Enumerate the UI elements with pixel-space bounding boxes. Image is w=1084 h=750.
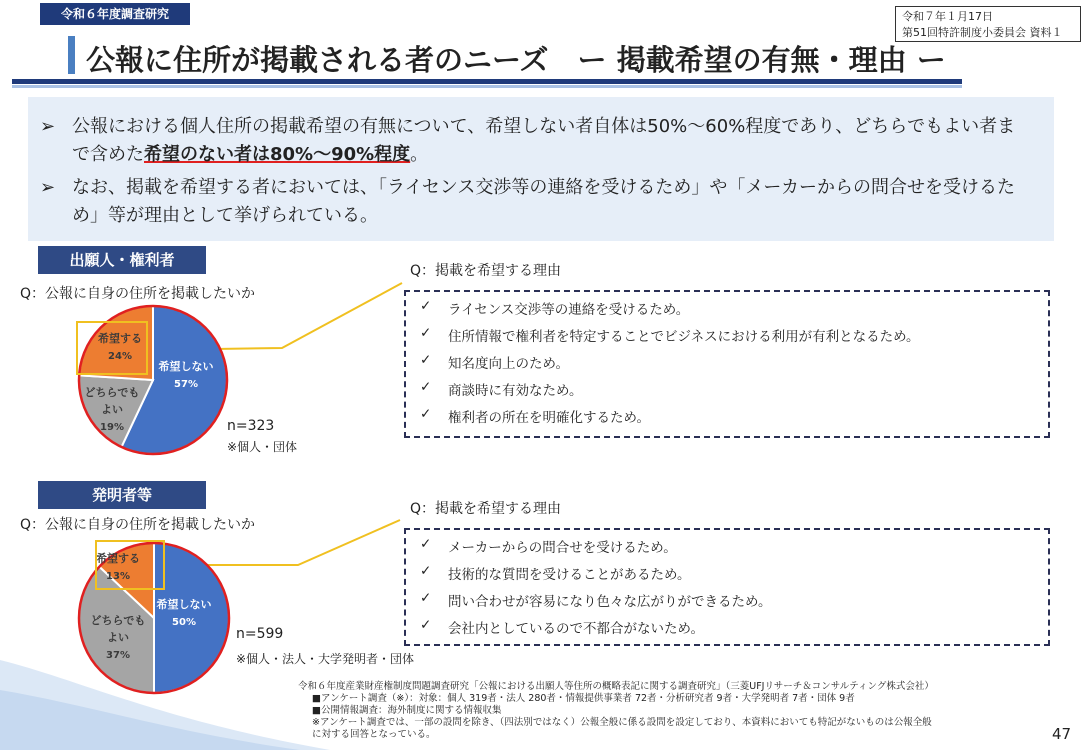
- arrow-bullet-icon: ➢: [40, 177, 56, 198]
- section1-highlight-box: [76, 321, 148, 375]
- reason-text: ライセンス交渉等の連絡を受けるため。: [448, 302, 690, 318]
- highlight-text: 希望のない者は80%〜90%程度: [144, 144, 411, 165]
- page-title: 公報に住所が掲載される者のニーズ ー 掲載希望の有無・理由 ー: [86, 43, 946, 77]
- reason-text: 知名度向上のため。: [448, 356, 569, 372]
- section2-sample-size: n=599: [236, 626, 284, 642]
- summary-text-end: 。: [410, 144, 429, 165]
- pie-slice-label: 57%: [174, 379, 198, 390]
- checkmark-icon: ✓: [420, 617, 432, 633]
- section2-reasons-box: [404, 528, 1050, 646]
- pie-slice-label: 希望しない: [156, 598, 212, 611]
- section1-respondent-note: ※個人・団体: [227, 440, 298, 454]
- reason-text: 問い合わせが容易になり色々な広がりができるため。: [448, 594, 772, 610]
- section2-question: Q：公報に自身の住所を掲載したいか: [20, 517, 256, 533]
- section1-sample-size: n=323: [227, 418, 275, 434]
- checkmark-icon: ✓: [420, 352, 432, 368]
- source-note-line: ■公開情報調査：海外制度に関する情報収集: [312, 705, 502, 716]
- reason-text: 住所情報で権利者を特定することでビジネスにおける利用が有利となるため。: [448, 329, 920, 345]
- source-note-line: ※アンケート調査では、一部の設問を除き、（四法別ではなく）公報全般に係る設問を設定しており、本資料においても特記がないものは公報全般: [312, 717, 932, 728]
- section1-reasons-box: [404, 290, 1050, 438]
- pie-slice-label: よい: [107, 631, 129, 644]
- pie-slice-label: 希望する: [96, 552, 140, 565]
- checkmark-icon: ✓: [420, 536, 432, 552]
- section2-respondent-note: ※個人・法人・大学発明者・団体: [236, 652, 415, 666]
- checkmark-icon: ✓: [420, 298, 432, 314]
- summary-bullet-2-text: なお、掲載を希望する者においては、「ライセンス交渉等の連絡を受けるため」や「メーカーからの問合せを受けるため」等が理由として挙げられている。: [72, 177, 1016, 226]
- meeting-document-id: 第51回特許制度小委員会 資料１: [902, 26, 1063, 39]
- section1-reason-question: Q：掲載を希望する理由: [410, 263, 562, 279]
- page-number: 47: [1052, 725, 1072, 743]
- decorative-wave: [0, 640, 330, 750]
- arrow-bullet-icon: ➢: [40, 116, 56, 137]
- pie-slice-label: 希望する: [98, 332, 142, 345]
- meeting-date: 令和７年１月17日: [902, 10, 993, 23]
- section-label-inventor: 発明者等: [38, 481, 206, 509]
- pie-slice-label: 19%: [100, 422, 124, 433]
- reason-text: 商談時に有効なため。: [448, 383, 583, 399]
- checkmark-icon: ✓: [420, 325, 432, 341]
- checkmark-icon: ✓: [420, 590, 432, 606]
- section2-highlight-box: [95, 540, 165, 590]
- section1-question: Q：公報に自身の住所を掲載したいか: [20, 286, 256, 302]
- source-note-line: に対する回答となっている。: [312, 729, 436, 740]
- pie-slice-label: 13%: [106, 571, 130, 582]
- source-notes: [298, 681, 934, 741]
- section2-reason-question: Q：掲載を希望する理由: [410, 501, 562, 517]
- reason-text: メーカーからの問合せを受けるため。: [448, 540, 677, 556]
- pie-slice-label: 37%: [106, 650, 130, 661]
- checkmark-icon: ✓: [420, 406, 432, 422]
- pie-slice-label: どちらでも: [84, 386, 140, 399]
- reason-text: 技術的な質問を受けることがあるため。: [448, 567, 691, 583]
- pie-slice-label: よい: [101, 403, 123, 416]
- source-note-line: 令和６年度産業財産権制度問題調査研究「公報における出願人等住所の概略表記に関する調査研究」（三菱UFJリサーチ＆コンサルティング株式会社）: [298, 681, 934, 692]
- reason-text: 権利者の所在を明確化するため。: [448, 410, 650, 426]
- pie-slice-label: 24%: [108, 351, 132, 362]
- pie-slice-label: 50%: [172, 617, 196, 628]
- checkmark-icon: ✓: [420, 563, 432, 579]
- reason-text: 会社内としているので不都合がないため。: [448, 621, 704, 637]
- checkmark-icon: ✓: [420, 379, 432, 395]
- source-note-line: ■アンケート調査（※）：対象：個人 319者・法人 280者・情報提供事業者 72者・分析研究者 9者・大学発明者 7者・団体 9者: [312, 693, 855, 704]
- section-label-applicant: 出願人・権利者: [38, 246, 206, 274]
- pie-slice-label: 希望しない: [158, 360, 214, 373]
- survey-year-tag: 令和６年度調査研究: [40, 3, 190, 25]
- summary-text-part: 公報における個人住所の掲載希望の有無について、希望しない者自体は50%〜60%程度であり、どちらでもよい者まで含めた: [72, 116, 1016, 165]
- pie-slice-label: どちらでも: [90, 614, 146, 627]
